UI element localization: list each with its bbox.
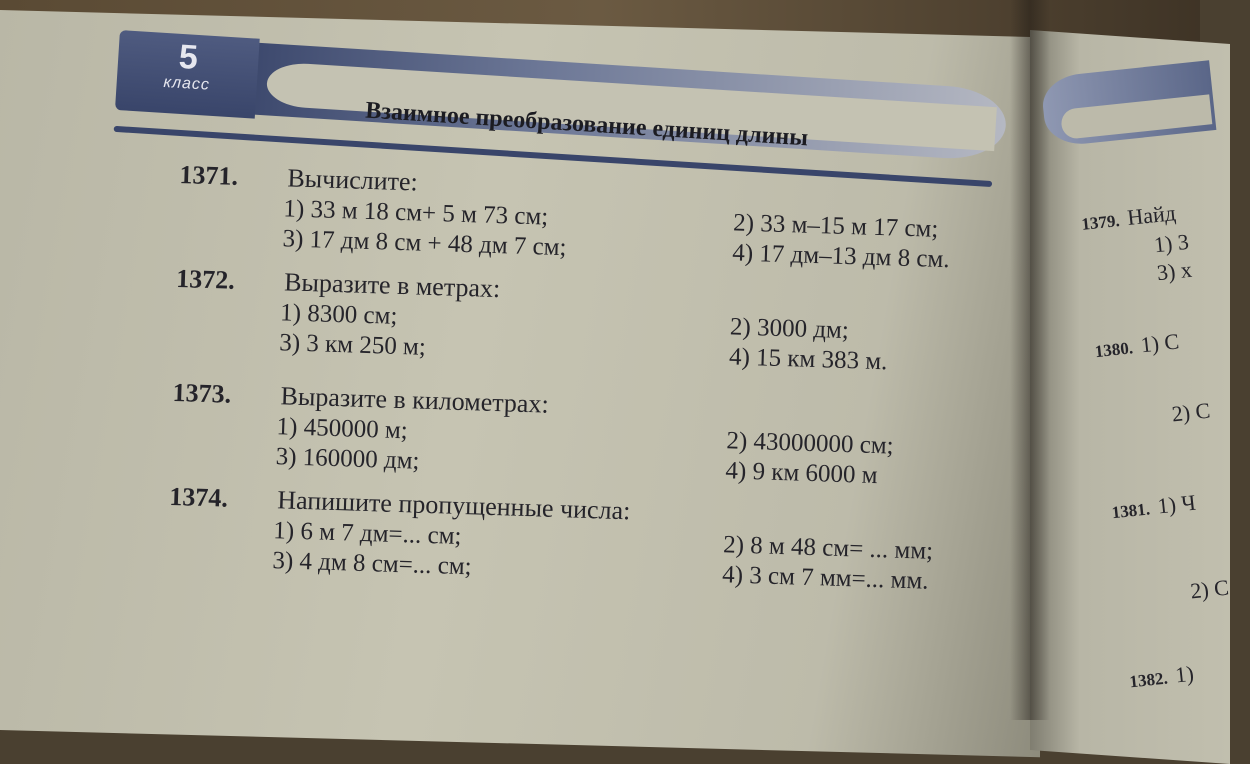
problem-item: 2) С	[1170, 397, 1212, 427]
problem-item: 2) 8 м 48 см= ... мм;	[722, 531, 934, 565]
grade-badge	[115, 30, 260, 119]
problem-item: 2) 33 м–15 м 17 см;	[732, 209, 939, 243]
problem-item: 3) 4 дм 8 см=... см;	[272, 547, 473, 581]
problem-item: 2) 3000 дм;	[729, 313, 850, 345]
problem-prompt: 1)	[1174, 660, 1195, 688]
problem-item: 2) С	[1189, 574, 1231, 604]
problem-prompt: 1) Ч	[1156, 489, 1197, 519]
problem-item: 1) 450000 м;	[276, 413, 409, 445]
problem-prompt: Вычислите:	[287, 163, 419, 197]
problem-1372	[174, 264, 996, 380]
problem-number: 1382.	[1128, 668, 1169, 692]
problem-item: 4) 15 км 383 м.	[728, 343, 888, 376]
problem-item: 3) 17 дм 8 см + 48 дм 7 см;	[282, 225, 567, 262]
grade-label: класс	[163, 73, 211, 94]
problem-item: 2) 43000000 см;	[726, 427, 894, 460]
problem-item: 3) 3 км 250 м;	[278, 329, 427, 361]
problem-number: 1379.	[1080, 210, 1121, 234]
grade-number: 5	[177, 37, 200, 77]
problem-number: 1372.	[175, 263, 236, 295]
problem-item: 3) 160000 дм;	[275, 443, 420, 475]
problem-number: 1371.	[179, 160, 239, 191]
problem-prompt: Напишите пропущенные числа:	[276, 485, 631, 526]
problem-prompt: Найд	[1125, 200, 1177, 231]
problem-1373	[170, 378, 992, 494]
problem-item: 1) 8300 см;	[279, 299, 398, 330]
right-page	[1030, 30, 1230, 764]
problem-number: 1373.	[172, 377, 232, 409]
problem-number: 1381.	[1110, 499, 1151, 523]
problem-prompt: 1) С	[1139, 328, 1181, 358]
problem-prompt: Выразите в метрах:	[283, 267, 501, 304]
problem-item: 1) 33 м 18 см+ 5 м 73 см;	[283, 195, 549, 231]
problem-item: 4) 3 см 7 мм=... мм.	[721, 561, 929, 595]
problem-prompt: Выразите в километрах:	[280, 381, 550, 419]
problem-item: 4) 9 км 6000 м	[725, 457, 878, 490]
problem-item: 3) x	[1155, 256, 1193, 286]
problem-item: 1) 3	[1152, 228, 1191, 258]
problem-item: 1) 6 м 7 дм=... см;	[272, 517, 462, 551]
section-title: Взаимное преобразование единиц длины	[364, 97, 809, 152]
problems-list	[167, 160, 1000, 598]
problem-item: 4) 17 дм–13 дм 8 см.	[731, 239, 950, 274]
problem-number: 1374.	[168, 481, 229, 513]
problem-number: 1380.	[1093, 338, 1134, 362]
